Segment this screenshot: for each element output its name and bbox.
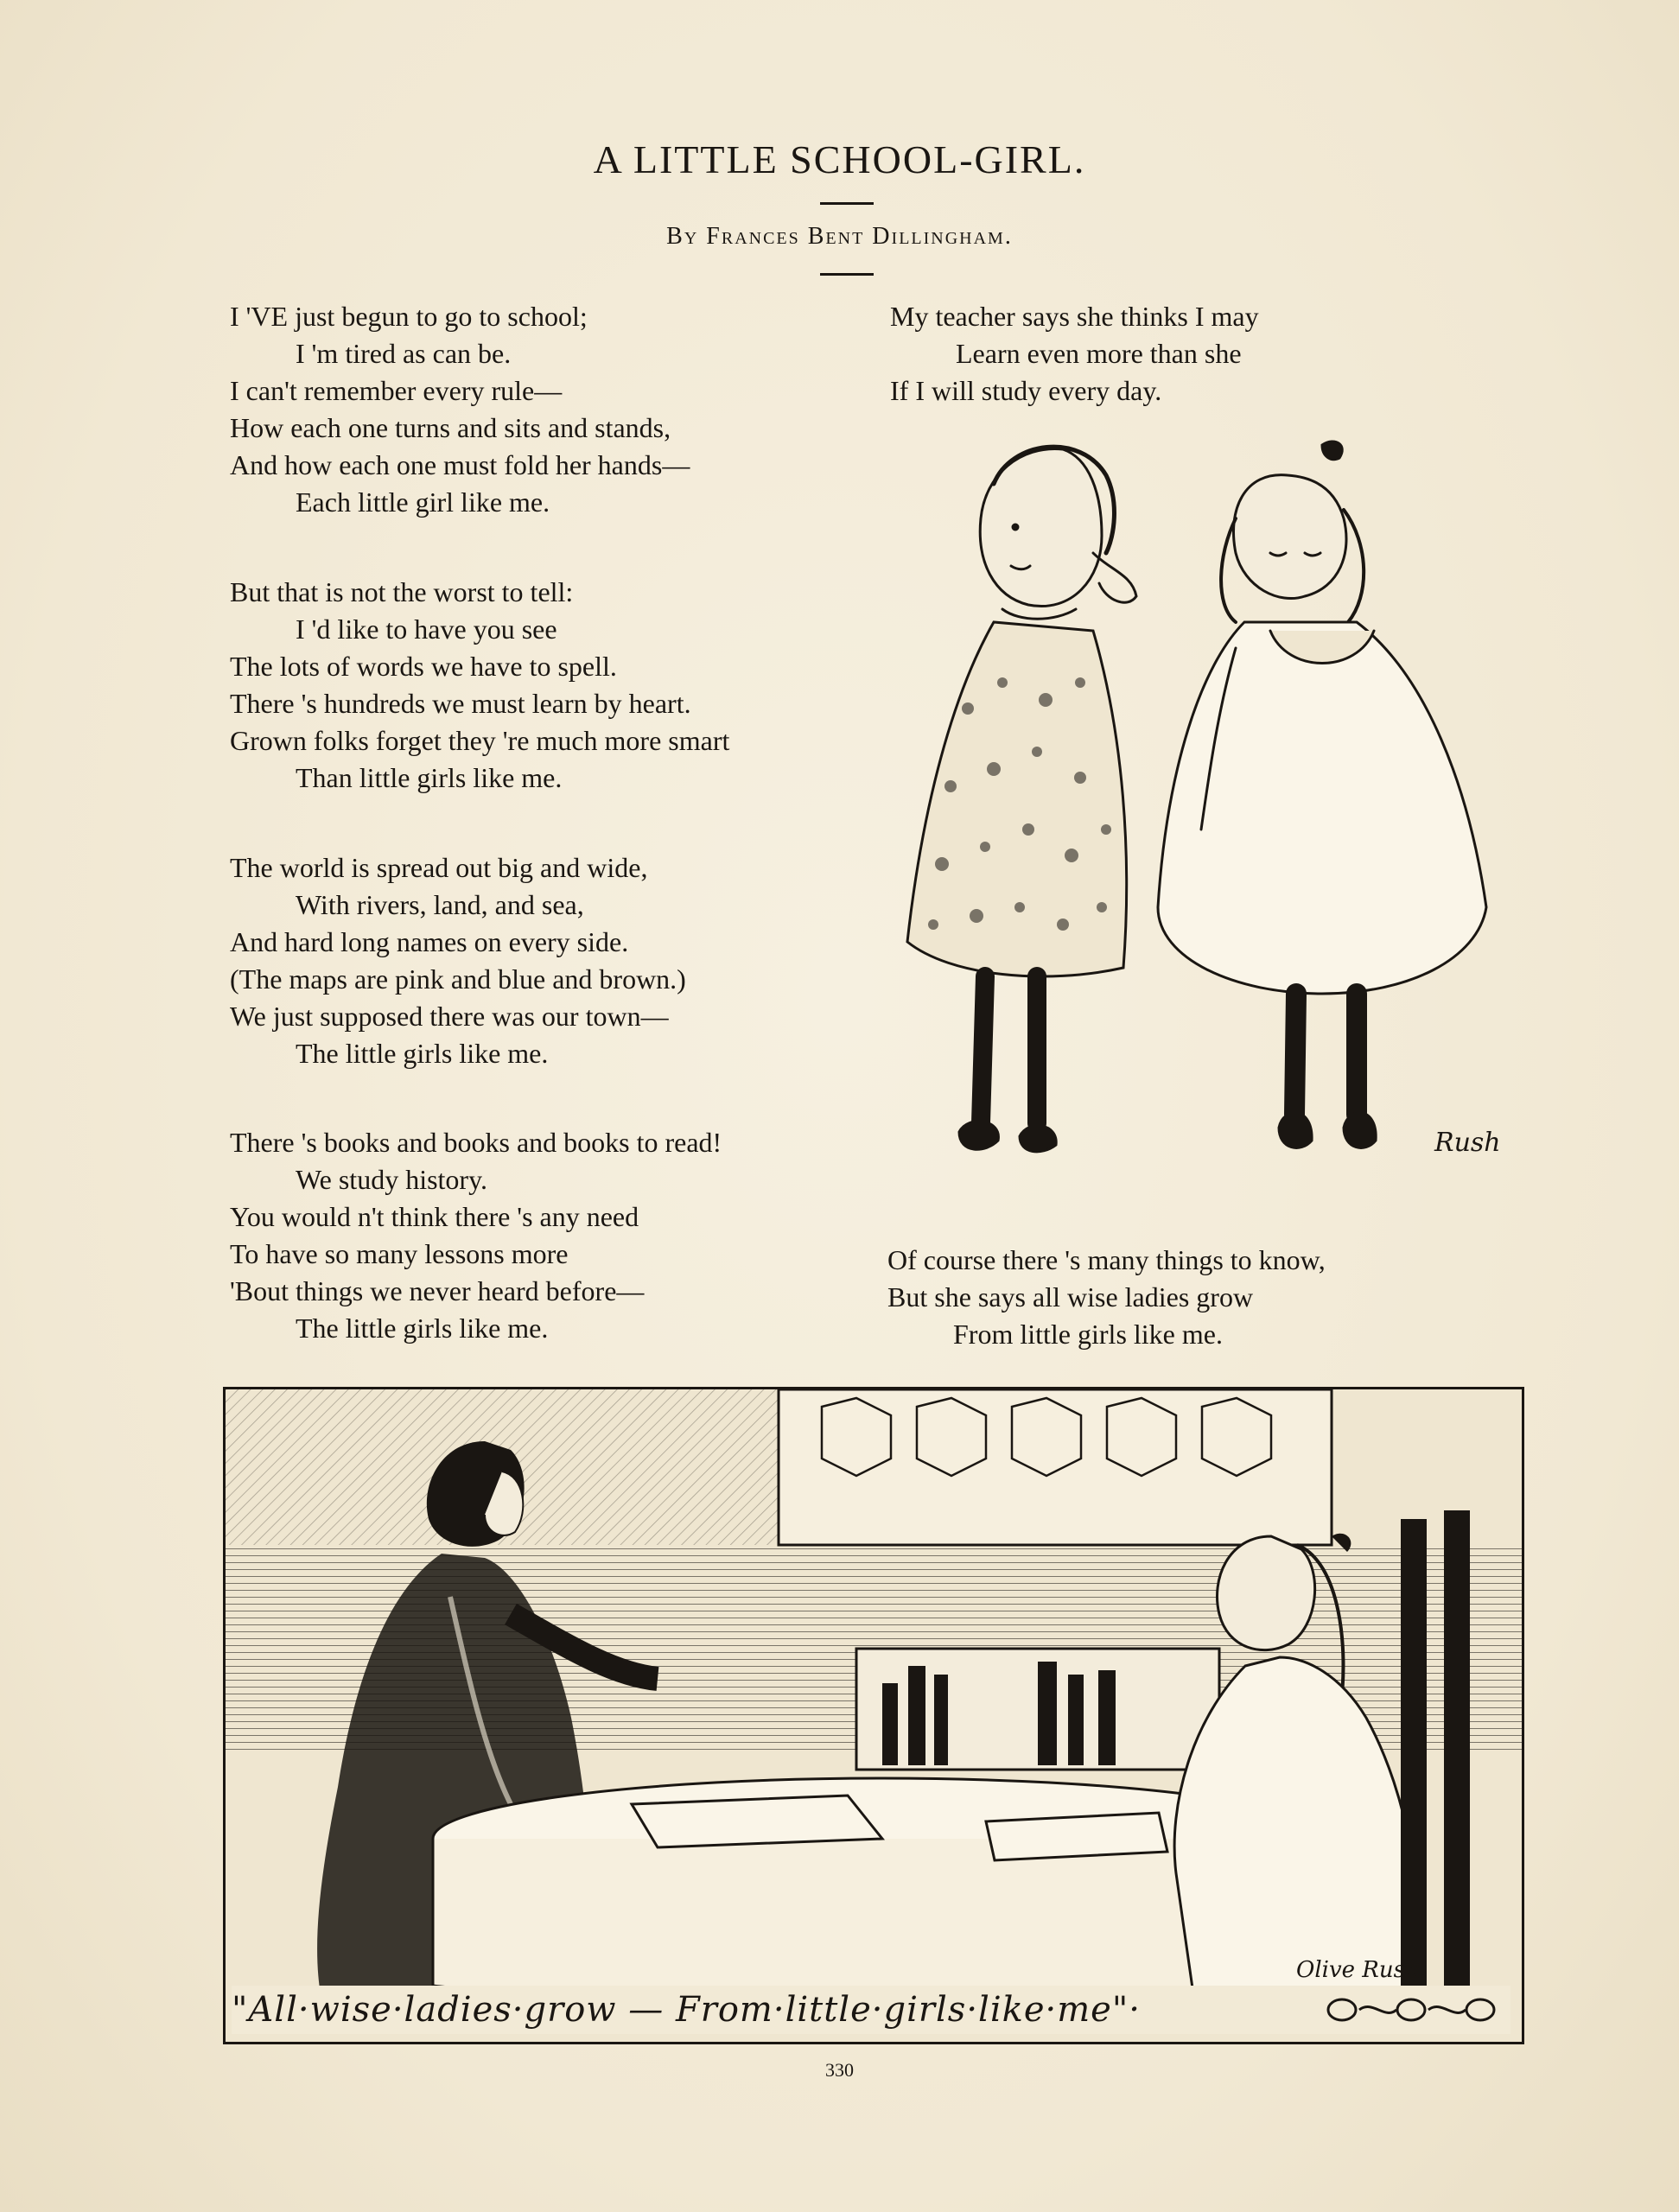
stanza-line: There 's hundreds we must learn by heart.	[230, 688, 691, 719]
stanza-6	[887, 1242, 1326, 1353]
stanza-line: I 'VE just begun to go to school;	[230, 301, 588, 332]
caption-text: "All·wise·ladies·grow — From·little·girls·like·me"·	[232, 1990, 1141, 2030]
byline-rule	[820, 273, 874, 276]
stanza-line: My teacher says she thinks I may	[890, 301, 1259, 332]
stanza-line: Of course there 's many things to know,	[887, 1244, 1326, 1275]
stanza-line: And hard long names on every side.	[230, 926, 629, 957]
stanza-line: But she says all wise ladies grow	[887, 1281, 1254, 1313]
stanza-line: How each one turns and sits and stands,	[230, 412, 671, 443]
stanza-line: If I will study every day.	[890, 375, 1162, 406]
stanza-1	[230, 298, 690, 521]
stanza-line: You would n't think there 's any need	[230, 1201, 639, 1232]
stanza-line: To have so many lessons more	[230, 1238, 569, 1269]
stanza-line: The little girls like me.	[296, 1313, 549, 1344]
stanza-line: Grown folks forget they 're much more smart	[230, 725, 730, 756]
poem-byline: By Frances Bent Dillingham.	[666, 223, 1013, 250]
teacher-and-girl-illustration	[223, 1387, 1524, 2044]
stanza-line: We study history.	[296, 1164, 487, 1195]
stanza-4	[230, 1124, 722, 1347]
top-illustration-signature: Rush	[1434, 1128, 1501, 1158]
stanza-5	[890, 298, 1259, 410]
drop-word: I 'VE	[230, 301, 289, 332]
stanza-line: But that is not the worst to tell:	[230, 576, 574, 607]
stanza-3	[230, 849, 686, 1072]
page-number: 330	[825, 2059, 854, 2081]
reading-scene-drawing	[226, 1389, 1522, 2042]
stanza-line: I 'm tired as can be.	[296, 338, 512, 369]
stanza-2	[230, 574, 729, 797]
stanza-line: The little girls like me.	[296, 1038, 549, 1069]
caption-ornament-icon	[1320, 1991, 1502, 2029]
stanza-line: We just supposed there was our town—	[230, 1001, 669, 1032]
stanza-line: 'Bout things we never heard before—	[230, 1275, 645, 1306]
illustration-caption	[232, 1986, 1510, 2034]
stanza-line: From little girls like me.	[953, 1319, 1223, 1350]
stanza-line: (The maps are pink and blue and brown.)	[230, 963, 686, 995]
stanza-line: I 'd like to have you see	[296, 613, 557, 645]
stanza-line: With rivers, land, and sea,	[296, 889, 584, 920]
title-rule	[820, 202, 874, 205]
stanza-line: There 's books and books and books to read!	[230, 1127, 722, 1158]
stanza-line: Than little girls like me.	[296, 762, 563, 793]
stanza-line: The world is spread out big and wide,	[230, 852, 648, 883]
two-girls-illustration	[873, 423, 1530, 1227]
stanza-line: The lots of words we have to spell.	[230, 651, 617, 682]
poem-title: A LITTLE SCHOOL-GIRL.	[593, 137, 1086, 181]
stanza-line: I can't remember every rule—	[230, 375, 563, 406]
stanza-line: Learn even more than she	[956, 338, 1242, 369]
bottom-illustration-signature: Olive Rush	[1296, 1957, 1420, 1983]
stanza-line: And how each one must fold her hands—	[230, 449, 690, 480]
stanza-line: Each little girl like me.	[296, 486, 550, 518]
